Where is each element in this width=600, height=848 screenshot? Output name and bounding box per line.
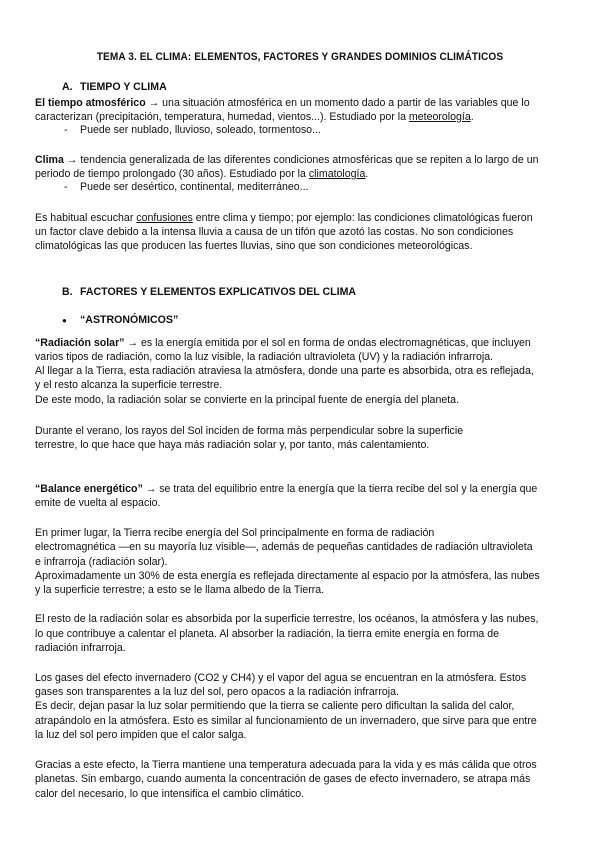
tiempo-bullet-text: Puede ser nublado, lluvioso, soleado, tormentoso... bbox=[80, 124, 321, 136]
clima-text-2: periodo de tiempo prolongado (30 años). Estudiado por la bbox=[35, 168, 309, 180]
radiacion-line-2: varios tipos de radiación, como la luz visible, la radiación ultravioleta (UV) y la radiación infrarroja. bbox=[35, 351, 494, 363]
confusiones-term: confusiones bbox=[136, 212, 193, 224]
primer-line-2: electromagnética —en su mayoría luz visible—, además de pequeñas cantidades de radiación ultravioleta bbox=[35, 541, 533, 553]
clima-line-2 bbox=[35, 167, 368, 181]
gracias-line-1: Gracias a este efecto, la Tierra mantiene una temperatura adecuada para la vida y es más cálida que otros bbox=[35, 759, 537, 771]
resto-line-3: radiación infrarroja. bbox=[35, 642, 126, 654]
clima-text-1: tendencia generalizada de las diferentes condiciones atmosféricas que se repiten a lo largo de un bbox=[80, 154, 539, 166]
tiempo-line-1 bbox=[35, 96, 530, 110]
radiacion-arrow: → bbox=[124, 337, 141, 349]
verano-line-2: terrestre, lo que hace que haya más radiación solar y, por tanto, más calentamiento. bbox=[35, 439, 430, 451]
section-a-heading: TIEMPO Y CLIMA bbox=[80, 81, 167, 93]
section-b-letter: B. bbox=[62, 286, 73, 298]
confusion-text-1b: entre clima y tiempo; por ejemplo: las condiciones climatológicas fueron bbox=[192, 212, 533, 224]
tiempo-text-2: caracterizan (precipitación, temperatura, humedad, vientos...). Estudiado por la bbox=[35, 111, 409, 123]
confusion-line-1 bbox=[35, 211, 533, 225]
gracias-line-2: planetas. Sin embargo, cuando aumenta la concentración de gases de efecto invernadero, se atrapa más bbox=[35, 773, 531, 785]
balance-term: “Balance energético” bbox=[35, 483, 143, 495]
radiacion-line-3: Al llegar a la Tierra, esta radiación atraviesa la atmósfera, donde una parte es absorbida, otra es reflejada, bbox=[35, 365, 534, 377]
gases-line-1: Los gases del efecto invernadero (CO2 y CH4) y el vapor del agua se encuentran en la atmósfera. Estos bbox=[35, 672, 527, 684]
document-title: TEMA 3. EL CLIMA: ELEMENTOS, FACTORES Y GRANDES DOMINIOS CLIMÁTICOS bbox=[96, 51, 504, 63]
radiacion-line-1 bbox=[35, 336, 531, 350]
verano-line-1: Durante el verano, los rayos del Sol inciden de forma más perpendicular sobre la superficie bbox=[35, 425, 464, 437]
primer-line-5: y la superficie terrestre; a esto se le llama albedo de la Tierra. bbox=[35, 584, 325, 596]
meteorologia-term: meteorología bbox=[408, 111, 471, 123]
radiacion-text-1: es la energía emitida por el sol en forma de ondas electromagnéticas, que incluyen bbox=[140, 337, 531, 349]
astronomicos-bullet: ● bbox=[62, 316, 67, 325]
clima-bullet-text: Puede ser desértico, continental, mediterráneo... bbox=[80, 181, 309, 193]
tiempo-bullet-dash: - bbox=[64, 124, 68, 136]
radiacion-term: “Radiación solar” bbox=[35, 337, 125, 349]
gases-line-5: la luz del sol pero impiden que el calor salga. bbox=[35, 729, 247, 741]
primer-line-1: En primer lugar, la Tierra recibe energía del Sol principalmente en forma de radiación bbox=[35, 527, 435, 539]
confusion-text-1a: Es habitual escuchar bbox=[35, 212, 137, 224]
balance-line-2: emite de vuelta al espacio. bbox=[35, 497, 161, 509]
tiempo-text-1: una situación atmosférica en un momento dado a partir de las variables que lo bbox=[162, 97, 530, 109]
astronomicos-heading: “ASTRONÓMICOS” bbox=[80, 314, 179, 326]
balance-arrow: → bbox=[142, 483, 160, 495]
primer-line-4: Aproximadamente un 30% de esta energía es reflejada directamente al espacio por la atmósfera, las nubes bbox=[35, 570, 540, 582]
radiacion-line-5: De este modo, la radiación solar se convierte en la principal fuente de energía del planeta. bbox=[35, 394, 460, 406]
section-b-heading: FACTORES Y ELEMENTOS EXPLICATIVOS DEL CLIMA bbox=[80, 286, 357, 298]
gases-line-3: Es decir, dejan pasar la luz solar permitiendo que la tierra se caliente pero dificultan la salida del calor, bbox=[35, 700, 515, 712]
resto-line-2: lo que contribuye a calentar el planeta. Al absorber la radiación, la tierra emite energía en forma de bbox=[35, 628, 500, 640]
gases-line-4: atrapándolo en la atmósfera. Esto es similar al funcionamiento de un invernadero, que sirve para que entre bbox=[35, 715, 537, 727]
resto-line-1: El resto de la radiación solar es absorbida por la superficie terrestre, los océanos, la atmósfera y las nubes, bbox=[35, 613, 539, 625]
primer-line-3: e infrarroja (radiación solar). bbox=[35, 556, 168, 568]
tiempo-period: . bbox=[470, 111, 474, 123]
confusion-line-3: climatológicas las que producen las fuertes lluvias, sino que son condiciones meteorológicas. bbox=[35, 240, 473, 252]
clima-arrow: → bbox=[63, 154, 81, 166]
tiempo-term: El tiempo atmosférico bbox=[35, 97, 146, 109]
climatologia-term: climatología bbox=[308, 168, 366, 180]
balance-text-1: se trata del equilibrio entre la energía que la tierra recibe del sol y la energía que bbox=[159, 483, 538, 495]
tiempo-arrow: → bbox=[145, 97, 163, 109]
clima-term: Clima bbox=[35, 154, 64, 166]
tiempo-line-2 bbox=[35, 110, 474, 124]
clima-period: . bbox=[365, 168, 369, 180]
gracias-line-3: calor del necesario, lo que intensifica el cambio climático. bbox=[35, 788, 305, 800]
confusion-line-2: un factor clave debido a la intensa lluvia a causa de un tifón que azotó las costas. No son condiciones bbox=[35, 226, 514, 238]
gases-line-2: gases son transparentes a la luz del sol, pero opacos a la radiación infrarroja. bbox=[35, 686, 399, 698]
clima-bullet-dash: - bbox=[64, 181, 68, 193]
balance-line-1 bbox=[35, 482, 537, 496]
section-a-letter: A. bbox=[62, 81, 73, 93]
clima-line-1 bbox=[35, 153, 539, 167]
radiacion-line-4: y el resto alcanza la superficie terrestre. bbox=[35, 379, 223, 391]
